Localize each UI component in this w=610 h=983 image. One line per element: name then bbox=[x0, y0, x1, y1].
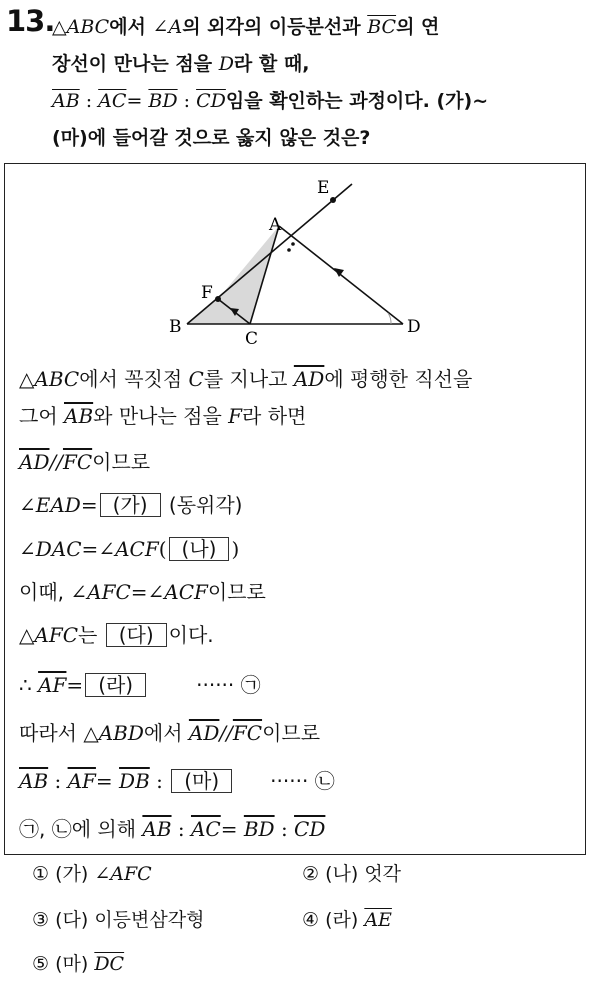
triangle-figure bbox=[160, 172, 440, 348]
choice-4[interactable]: ④ (라) $\overline{AE}$ bbox=[302, 909, 392, 931]
question-line-2: 장선이 만나는 점을 D라 할 때, bbox=[52, 53, 310, 75]
choice-1[interactable]: ① (가) ∠AFC bbox=[32, 863, 152, 885]
blank-ma: (마) bbox=[171, 769, 232, 793]
proof-line-9: 따라서 △ABD에서 $\overline{AD}//\overline{FC}$이므로 bbox=[19, 721, 321, 745]
proof-line-10: $\overline{AB}$ : $\overline{AF}= \overline{DB}$ : (마) ······ ㉡ bbox=[19, 769, 335, 793]
mark-giyeok: ㉠ bbox=[240, 673, 261, 697]
question-line-4: (마)에 들어갈 것으로 옳지 않은 것은? bbox=[52, 127, 371, 149]
angle-mark-2 bbox=[291, 242, 295, 246]
angle-mark-1 bbox=[287, 248, 291, 252]
proof-line-4: ∠EAD= (가) (동위각) bbox=[19, 493, 243, 517]
segment-ad bbox=[279, 226, 403, 324]
proof-line-3: $\overline{AD}//\overline{FC}$이므로 bbox=[19, 450, 151, 474]
proof-line-8: ∴ $\overline{AF}=$ (라) ······ ㉠ bbox=[19, 673, 261, 697]
blank-da: (다) bbox=[106, 623, 167, 647]
proof-line-5: ∠DAC=∠ACF( (나) ) bbox=[19, 537, 240, 561]
label-b: B bbox=[169, 317, 182, 337]
blank-na: (나) bbox=[169, 537, 230, 561]
choice-2[interactable]: ② (나) 엇각 bbox=[302, 863, 402, 885]
point-e bbox=[330, 197, 336, 203]
label-c: C bbox=[245, 329, 259, 348]
choice-3[interactable]: ③ (다) 이등변삼각형 bbox=[32, 909, 205, 931]
point-f bbox=[215, 296, 221, 302]
label-f: F bbox=[201, 283, 213, 303]
mark-nieun: ㉡ bbox=[314, 769, 335, 793]
line-be bbox=[187, 184, 352, 324]
blank-ga: (가) bbox=[100, 493, 161, 517]
label-d: D bbox=[407, 317, 421, 337]
proof-line-2: 그어 $\overline{AB}$와 만나는 점을 F라 하면 bbox=[19, 404, 307, 428]
proof-line-6: 이때, ∠AFC=∠ACF이므로 bbox=[19, 580, 266, 604]
question-line-1: △ABC에서 ∠A의 외각의 이등분선과 $\overline{BC}$의 연 bbox=[52, 16, 440, 38]
proof-line-11: ㉠, ㉡에 의해 $\overline{AB}$ : $\overline{AC}= \overline{BD}$ : $\overline{CD}$ bbox=[19, 817, 326, 841]
label-e: E bbox=[317, 178, 330, 198]
proof-line-7: △AFC는 (다) 이다. bbox=[19, 623, 214, 647]
choice-5[interactable]: ⑤ (마) $\overline{DC}$ bbox=[32, 953, 125, 975]
question-line-3: $\overline{AB}$ : $\overline{AC}= \overline{BD}$ : $\overline{CD}$임을 확인하는 과정이다. (가)~ bbox=[52, 90, 489, 112]
label-a: A bbox=[269, 215, 282, 235]
proof-line-1: △ABC에서 꼭짓점 C를 지나고 $\overline{AD}$에 평행한 직선을 bbox=[19, 367, 473, 391]
question-number: 13. bbox=[6, 4, 55, 38]
blank-ra: (라) bbox=[85, 673, 146, 697]
proof-box bbox=[4, 163, 586, 855]
